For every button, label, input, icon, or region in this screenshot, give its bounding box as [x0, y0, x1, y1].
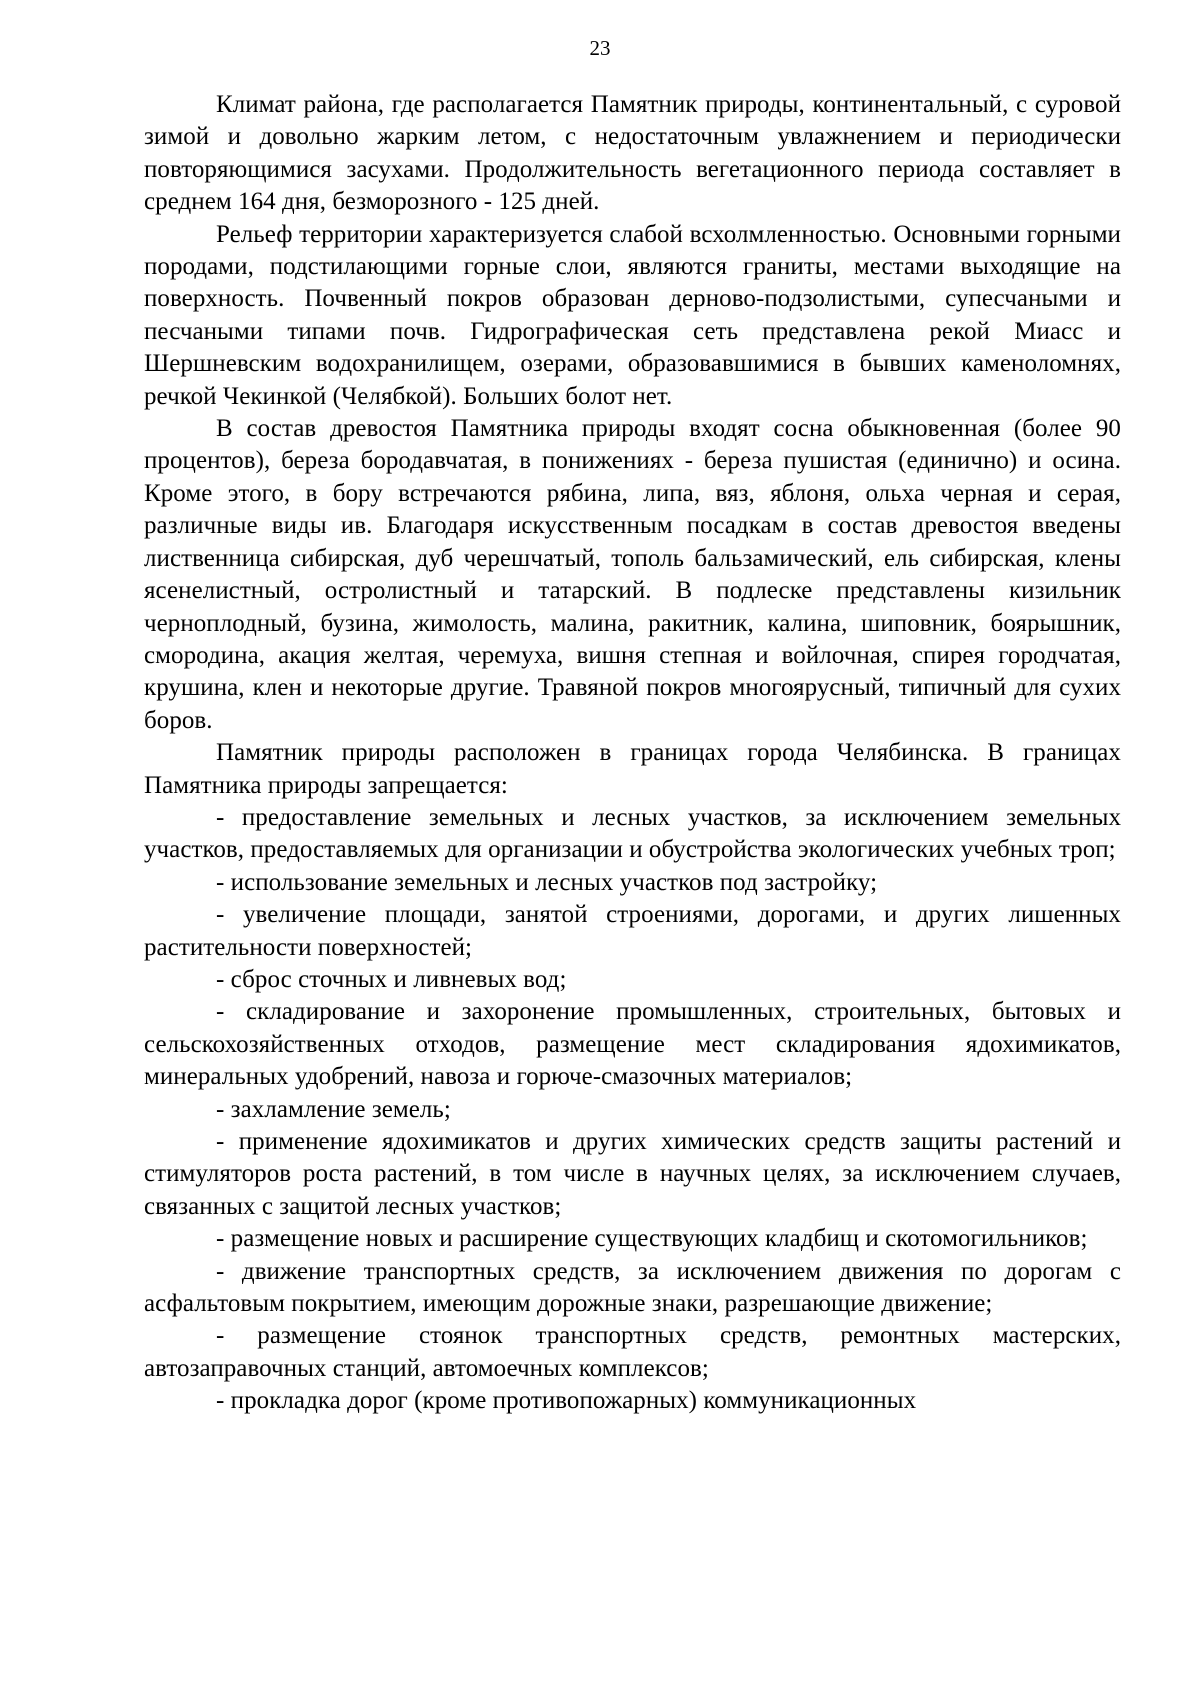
list-item: - использование земельных и лесных участков под застройку; [216, 868, 878, 896]
list-item: - размещение стоянок транспортных средств, ремонтных мастерских, автозаправочных станций, автомоечных комплексов; [144, 1322, 1121, 1382]
list-item: - предоставление земельных и лесных участков, за исключением земельных участков, предоставляемых для организации и обустройства экологических учебных троп; [144, 803, 1121, 864]
paragraph-prohibitions-intro: Памятник природы расположен в границах города Челябинска. В границах Памятника природы запрещается: [144, 739, 1121, 799]
paragraph-forest-stand: В состав древостоя Памятника природы входят сосна обыкновенная (более 90 процентов), береза бородавчатая, в понижениях - береза пушистая (единично) и осина. Кроме этого, в бору встречаются рябина, липа, вяз, яблоня, ольха черная и серая, различные виды ив. Благодаря искусственным посадкам в состав древостоя введены лиственница сибирская, дуб черешчатый, тополь бальзамический, ель сибирская, клены ясенелистный, остролистный и татарский. В подлеске представлены кизильник черноплодный, бузина, жимолость, малина, ракитник, калина, шиповник, боярышник, смородина, акация желтая, черемуха, вишня степная и войлочная, спирея городчатая, крушина, клен и некоторые другие. Травяной покров многоярусный, типичный для сухих боров. [144, 415, 1121, 734]
list-item: - увеличение площади, занятой строениями, дорогами, и других лишенных растительности поверхностей; [144, 901, 1121, 961]
list-item: - складирование и захоронение промышленных, строительных, бытовых и сельскохозяйственных отходов, размещение мест складирования ядохимикатов, минеральных удобрений, навоза и горюче-смазочных материалов; [144, 998, 1121, 1091]
list-item: - прокладка дорог (кроме противопожарных) коммуникационных [216, 1387, 917, 1415]
list-item: - движение транспортных средств, за исключением движения по дорогам с асфальтовым покрытием, имеющим дорожные знаки, разрешающие движение; [144, 1257, 1121, 1318]
paragraph-relief: Рельеф территории характеризуется слабой всхолмленностью. Основными горными породами, подстилающими горные слои, являются граниты, местами выходящие на поверхность. Почвенный покров образован дерново-подзолистыми, супесчаными и песчаными типами почв. Гидрографическая сеть представлена рекой Миасс и Шершневским водохранилищем, озерами, образовавшимися в бывших каменоломнях, речкой Чекинкой (Челябкой). Больших болот нет. [144, 220, 1121, 410]
list-item: - захламление земель; [216, 1095, 451, 1123]
list-item: - применение ядохимикатов и других химических средств защиты растений и стимуляторов роста растений, в том числе в научных целях, за исключением случаев, связанных с защитой лесных участков; [144, 1128, 1121, 1220]
document-body [144, 89, 1121, 1418]
list-item: - сброс сточных и ливневых вод; [216, 965, 567, 993]
list-item: - размещение новых и расширение существующих кладбищ и скотомогильников; [216, 1225, 1088, 1253]
page-number: 23 [589, 36, 611, 60]
paragraph-climate: Климат района, где располагается Памятник природы, континентальный, с суровой зимой и довольно жарким летом, с недостаточным увлажнением и периодически повторяющимися засухами. Продолжительность вегетационного периода составляет в среднем 164 дня, безморозного - 125 дней. [144, 91, 1121, 216]
